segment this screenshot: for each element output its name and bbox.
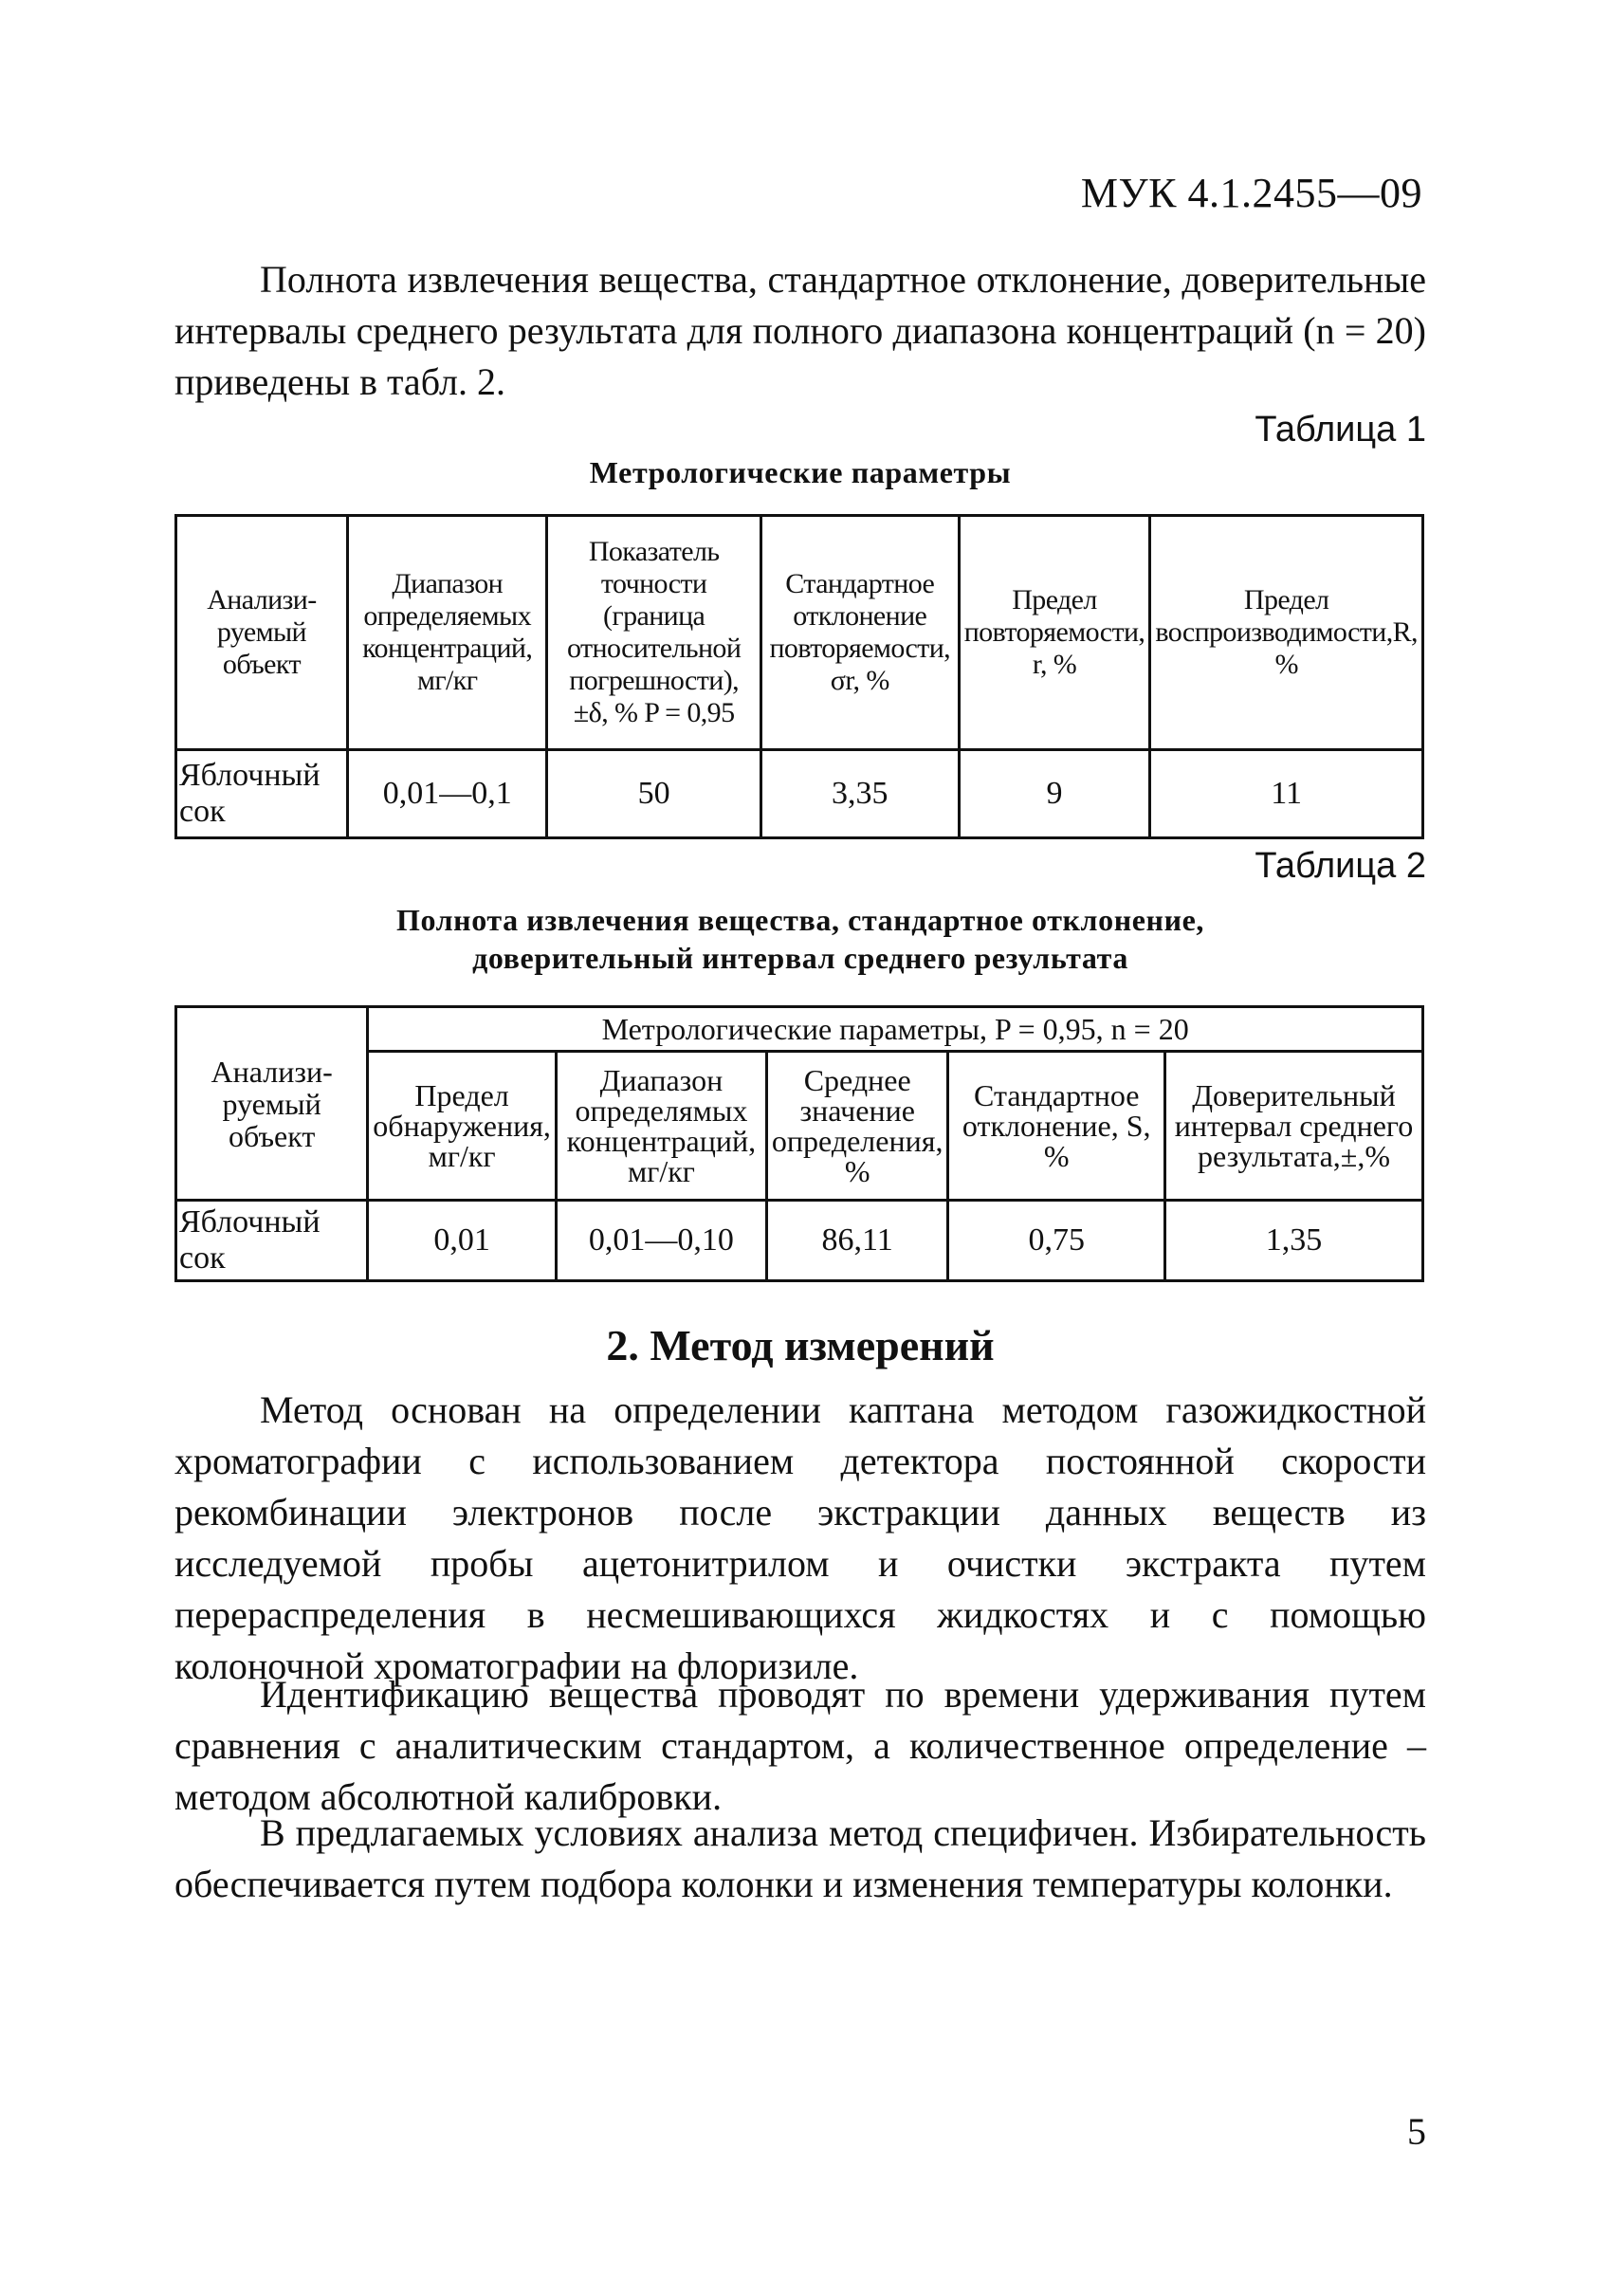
table2-group-row: [176, 1007, 1423, 1052]
table1-cell-reproducibility: 11: [1150, 750, 1423, 838]
table2-header-mean: Среднее значение определения, %: [766, 1052, 948, 1201]
table2-header-object: Анализи-руемый объект: [176, 1007, 368, 1201]
table1-header-range: Диапазон определяемых концентраций, мг/кг: [347, 516, 547, 750]
document-code: МУК 4.1.2455—09: [1080, 170, 1422, 216]
method-paragraph-3: В предлагаемых условиях анализа метод специфичен. Избирательность обеспечивается путем подбора колонки и изменения температуры колонки.: [174, 1811, 1426, 1905]
table2-cell-detection-limit: 0,01: [368, 1201, 557, 1281]
table1-cell-std-dev: 3,35: [760, 750, 959, 838]
table2-header-range: Диапазон определямых концентраций, мг/кг: [556, 1052, 766, 1201]
section-heading: 2. Метод измерений: [606, 1321, 995, 1369]
table2-cell-std-dev: 0,75: [948, 1201, 1165, 1281]
table2: [174, 1005, 1424, 1282]
table2-cell-range: 0,01—0,10: [556, 1201, 766, 1281]
table2-header-std-dev: Стандартное отклонение, S, %: [948, 1052, 1165, 1201]
table1-header-object: Анализи-руемый объект: [176, 516, 348, 750]
intro-paragraph: Полнота извлечения вещества, стандартное отклонение, доверительные интервалы среднего результата для полного диапазона концентраций (n = 20) приведены в табл. 2.: [174, 258, 1426, 403]
table2-cell-object: Яблочный сок: [176, 1201, 368, 1281]
method-paragraph-1: Метод основан на определении каптана методом газожидкостной хроматографии с использованием детектора постоянной скорости рекомбинации электронов после экстракции данных веществ из исследуемой пробы ацетонитрилом и очистки экстракта путем перераспределения в несмешивающихся жидкостях и с помощью колоночной хроматографии на флоризиле.: [174, 1388, 1426, 1687]
table2-title-line1: Полнота извлечения вещества, стандартное отклонение,: [395, 903, 1205, 937]
table1-header-reproducibility: Предел воспроизводимости,R, %: [1150, 516, 1423, 750]
table1-header-accuracy: Показатель точности (граница относительной погрешности), ±δ, % P = 0,95: [547, 516, 760, 750]
table1-cell-object: Яблочный сок: [176, 750, 348, 838]
table2-cell-confidence: 1,35: [1164, 1201, 1422, 1281]
table2-cell-mean: 86,11: [766, 1201, 948, 1281]
table1-cell-accuracy: 50: [547, 750, 760, 838]
table-row: [176, 1201, 1423, 1281]
table-row: [176, 750, 1423, 838]
table2-title: [174, 901, 1426, 977]
table1-label: Таблица 1: [1255, 410, 1426, 450]
table1-cell-repeatability: 9: [959, 750, 1150, 838]
table1-title: Метрологические параметры: [589, 455, 1012, 489]
table1-cell-range: 0,01—0,1: [347, 750, 547, 838]
table2-group-header: Метрологические параметры, P = 0,95, n = 20: [368, 1007, 1423, 1052]
table1-header-repeatability: Предел повторяемости, r, %: [959, 516, 1150, 750]
table2-header-detection-limit: Предел обнаружения, мг/кг: [368, 1052, 557, 1201]
page-number: 5: [1407, 2110, 1426, 2153]
method-paragraph-2: Идентификацию вещества проводят по времени удерживания путем сравнения с аналитическим стандартом, а количественное определение – методом абсолютной калибровки.: [174, 1673, 1426, 1818]
table2-title-line2: доверительный интервал среднего результата: [472, 941, 1128, 975]
table1-header-row: [176, 516, 1423, 750]
table2-label: Таблица 2: [1255, 846, 1426, 886]
table1-header-std-dev: Стандартное отклонение повторяемости, σr, %: [760, 516, 959, 750]
table1: [174, 514, 1424, 839]
table2-header-confidence: Доверительный интервал среднего результата,±,%: [1164, 1052, 1422, 1201]
